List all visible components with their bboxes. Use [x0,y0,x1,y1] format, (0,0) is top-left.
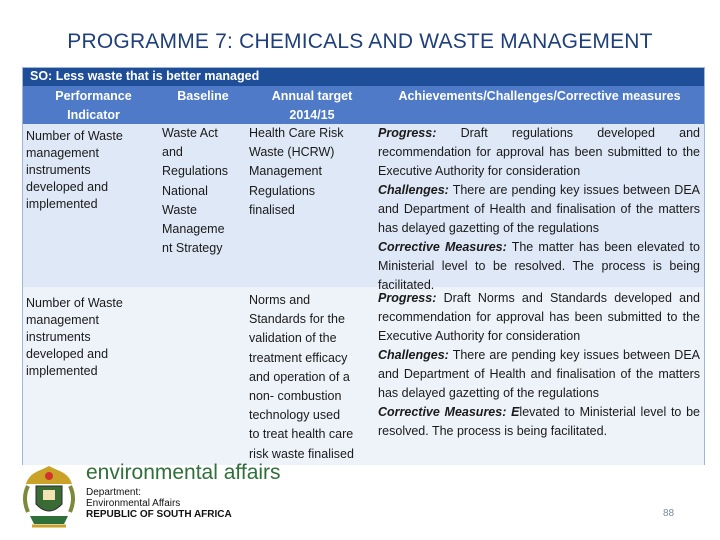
cell-line: Regulations [249,183,316,198]
row2-achievements [378,289,700,441]
header-achievements: Achievements/Challenges/Corrective measures [398,89,681,103]
cell-line: and [162,145,183,160]
cell-line: Waste [162,202,197,217]
row2-target [249,291,375,464]
progress-text: Draft regulations developed and recommendation for approval has been submitted to the Executive Authority for consideration [378,126,700,178]
row1-achievements [378,124,700,295]
progress-text: Draft Norms and Standards developed and recommendation for approval has been submitted to the Executive Authority for consideration [378,291,700,343]
header-annual-target [249,87,375,125]
cell-line: Standards for the [249,312,345,327]
cell-line: developed and [26,347,109,361]
cell-line: and operation of a [249,369,350,384]
header-baseline: Baseline [177,89,229,103]
cell-line: Management [249,164,322,179]
cell-line: Waste (HCRW) [249,145,335,160]
dept-line: Department: [86,487,142,498]
cell-line: finalised [249,202,295,217]
cell-line: treatment efficacy [249,350,348,365]
cell-line: Health Care Risk [249,126,344,140]
progress-label: Progress: [378,291,437,305]
header-text: 2014/15 [289,108,335,122]
header-performance-indicator [31,87,156,125]
cell-line: risk waste finalised [249,446,354,461]
cell-line: management [26,146,99,160]
cell-line: implemented [26,197,98,211]
cell-line: National [162,183,208,198]
cell-line: Norms and [249,293,311,307]
header-text: Indicator [67,108,120,122]
cell-line: Number of Waste [26,296,123,310]
row1-baseline [162,124,248,258]
cell-line: instruments [26,330,91,344]
cell-line: instruments [26,163,91,177]
cell-line: technology used [249,408,341,423]
footer-brand [86,462,281,520]
cell-line: developed and [26,180,109,194]
brand-name: environmental affairs [86,461,281,484]
challenges-label: Challenges: [378,183,449,197]
strategic-objective-row: SO: Less waste that is better managed [23,68,704,86]
corrective-label: Corrective Measures: [378,240,507,254]
dept-country: REPUBLIC OF SOUTH AFRICA [86,509,232,520]
table-header-row [23,86,704,124]
cell-line: Waste Act [162,126,218,140]
challenges-text: There are pending key issues between DEA and Department of Health and finalisation of the matters has delayed gazetting of the regulations [378,183,701,235]
row1-target [249,124,375,220]
cell-line: to treat health care [249,427,354,442]
row2-indicator [26,295,154,380]
corrective-label: Corrective Measures: E [378,405,520,419]
cell-line: nt Strategy [162,241,223,256]
coat-of-arms-icon [18,462,80,532]
dept-line: Environmental Affairs [86,498,181,509]
challenges-label: Challenges: [378,348,449,362]
corrective-text: The matter has been elevated to Ministerial level to be resolved. The process is being facilitated. [378,240,700,292]
header-text: Performance [55,89,132,103]
cell-line: implemented [26,364,98,378]
page-number: 88 [663,508,675,519]
cell-line: validation of the [249,331,337,346]
cell-line: Regulations [162,164,229,179]
header-text: Annual target [271,89,353,103]
corrective-text: levated to Ministerial level to be resolved. The process is being facilitated. [378,405,700,438]
cell-line: management [26,313,99,327]
slide-title: PROGRAMME 7: CHEMICALS AND WASTE MANAGEMENT [67,30,653,53]
cell-line: Number of Waste [26,129,123,143]
cell-line: non- combustion [249,389,342,404]
challenges-text: There are pending key issues between DEA and Department of Health and finalisation of the matters has delayed gazetting of the regulations [378,348,701,400]
progress-label: Progress: [378,126,437,140]
cell-line: Manageme [162,222,225,237]
waste-management-table [22,67,705,465]
row1-indicator [26,128,154,213]
department-block [86,487,281,520]
